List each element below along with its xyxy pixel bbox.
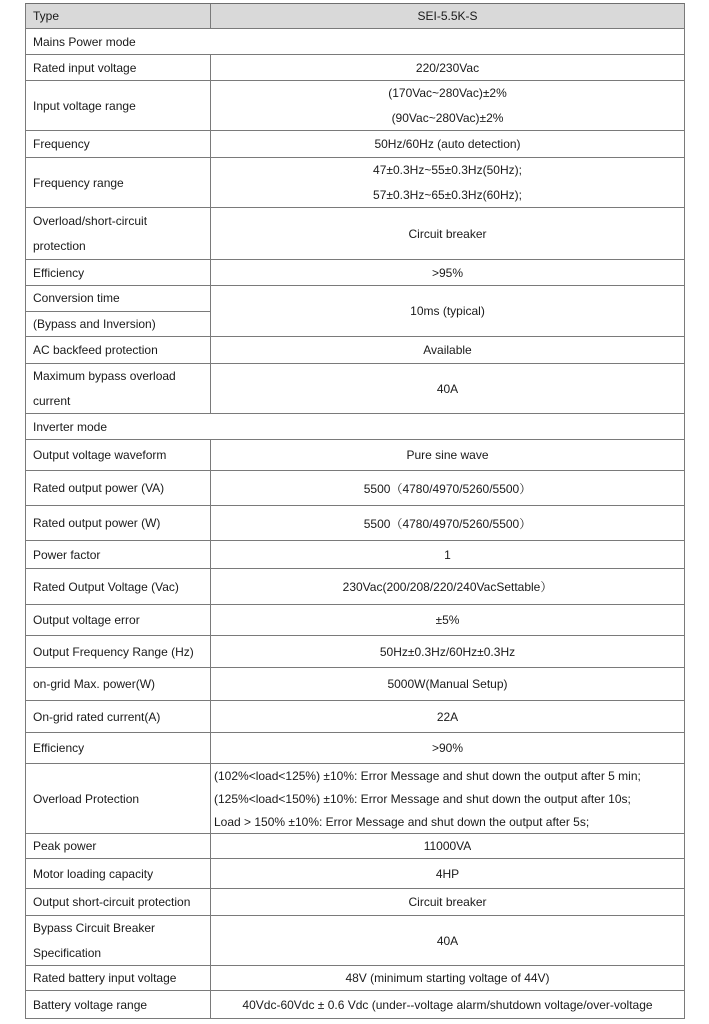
spec-value	[211, 506, 684, 540]
section-title: Mains Power mode	[33, 34, 136, 49]
spec-label-line: Rated Output Voltage (Vac)	[33, 579, 179, 594]
spec-table	[25, 3, 685, 1019]
spec-row	[26, 364, 684, 414]
spec-value-line: 230Vac(200/208/220/240VacSettable）	[342, 580, 553, 594]
spec-label	[26, 569, 211, 604]
spec-value-line: 40A	[436, 933, 459, 948]
spec-label	[26, 158, 211, 207]
spec-label-line: Efficiency	[33, 741, 85, 755]
spec-label-line: Overload/short-circuit	[33, 213, 148, 228]
spec-value	[211, 260, 684, 285]
spec-label	[26, 471, 211, 505]
spec-row	[26, 859, 684, 889]
spec-row	[26, 764, 684, 834]
spec-row	[26, 158, 684, 208]
spec-label	[26, 859, 211, 888]
spec-row	[26, 916, 684, 966]
spec-label-line: On-grid rated current(A)	[33, 709, 161, 724]
spec-label	[26, 81, 211, 130]
spec-row	[26, 966, 684, 991]
spec-label-line: Specification	[33, 945, 102, 960]
section-mains	[26, 29, 684, 55]
spec-value	[211, 834, 684, 858]
spec-label	[26, 131, 211, 157]
spec-value	[211, 81, 684, 130]
spec-value	[211, 668, 684, 700]
spec-label-line: Bypass Circuit Breaker	[33, 921, 156, 936]
spec-value	[211, 158, 684, 207]
spec-label-line: Output voltage error	[33, 613, 140, 627]
spec-row	[26, 55, 684, 81]
spec-row	[26, 733, 684, 764]
spec-value	[211, 916, 684, 965]
spec-row	[26, 440, 684, 471]
spec-value-line: 47±0.3Hz~55±0.3Hz(50Hz);	[373, 163, 522, 178]
header-row	[26, 4, 684, 29]
spec-row	[26, 701, 684, 733]
spec-label	[26, 701, 211, 732]
spec-value-line: 5500（4780/4970/5260/5500）	[363, 481, 532, 496]
spec-label-line: Rated output power (W)	[33, 516, 161, 530]
spec-value	[211, 733, 684, 763]
spec-value-line: Circuit breaker	[408, 895, 487, 909]
spec-row	[26, 569, 684, 605]
header-label: Type	[26, 4, 211, 28]
spec-value-line: Pure sine wave	[406, 448, 489, 462]
spec-label	[26, 966, 211, 990]
spec-label-line: (Bypass and Inversion)	[33, 316, 156, 331]
spec-value-line: Circuit breaker	[408, 226, 487, 241]
spec-label-line: Peak power	[33, 839, 97, 853]
spec-row	[26, 337, 684, 364]
spec-value	[211, 208, 684, 259]
spec-label	[26, 636, 211, 667]
spec-label-line: current	[33, 393, 71, 408]
spec-value	[211, 991, 684, 1018]
spec-label	[26, 260, 211, 285]
spec-label-line: Frequency	[33, 137, 90, 151]
spec-label	[26, 440, 211, 470]
spec-label-line: Input voltage range	[33, 98, 136, 113]
spec-value-line: 48V (minimum starting voltage of 44V)	[345, 971, 550, 985]
spec-label	[26, 55, 211, 80]
spec-value	[211, 337, 684, 363]
spec-label-line: Rated input voltage	[33, 60, 137, 75]
spec-label-line: Motor loading capacity	[33, 866, 154, 881]
spec-value	[211, 364, 684, 413]
spec-value-line: Available	[423, 343, 472, 357]
spec-row	[26, 81, 684, 131]
spec-label-line: Maximum bypass overload	[33, 369, 176, 384]
spec-value-line: >95%	[431, 265, 464, 280]
spec-label	[26, 364, 211, 413]
spec-row	[26, 889, 684, 916]
spec-row	[26, 636, 684, 668]
spec-value-line: (170Vac~280Vac)±2%	[388, 86, 507, 101]
spec-value	[211, 286, 684, 336]
spec-value	[211, 471, 684, 505]
spec-label-line: Output voltage waveform	[33, 448, 167, 462]
spec-label-line: Rated output power (VA)	[33, 481, 165, 495]
spec-label-line: Rated battery input voltage	[33, 971, 177, 985]
spec-value	[211, 966, 684, 990]
spec-value	[211, 889, 684, 915]
spec-label-line: protection	[33, 239, 86, 254]
spec-label-line: Conversion time	[26, 286, 210, 312]
spec-value	[211, 859, 684, 888]
spec-row	[26, 506, 684, 541]
spec-label	[26, 764, 211, 833]
section-inverter	[26, 414, 684, 440]
spec-value-line: 11000VA	[423, 839, 472, 853]
spec-value-line: 1	[444, 547, 451, 562]
spec-row	[26, 260, 684, 286]
spec-value-line: (90Vac~280Vac)±2%	[391, 110, 504, 125]
spec-label-line: Frequency range	[33, 175, 124, 190]
spec-label	[26, 889, 211, 915]
spec-value-line: 50Hz/60Hz (auto detection)	[374, 137, 521, 151]
spec-value-line: (125%<load<150%) ±10%: Error Message and shut down the output after 10s;	[214, 791, 631, 806]
spec-label	[26, 916, 211, 965]
spec-label-line: Output short-circuit protection	[33, 895, 191, 909]
spec-label	[26, 733, 211, 763]
spec-row	[26, 605, 684, 636]
spec-label	[26, 337, 211, 363]
spec-label	[26, 286, 211, 336]
spec-value-line: 57±0.3Hz~65±0.3Hz(60Hz);	[373, 187, 522, 202]
spec-value	[211, 764, 684, 833]
section-title: Inverter mode	[33, 419, 108, 434]
spec-value-line: (102%<load<125%) ±10%: Error Message and shut down the output after 5 min;	[214, 768, 641, 783]
spec-row	[26, 541, 684, 569]
spec-label	[26, 506, 211, 540]
spec-label-line: Overload Protection	[33, 791, 140, 806]
spec-value	[211, 569, 684, 604]
spec-value	[211, 131, 684, 157]
spec-value-line: Load > 150% ±10%: Error Message and shut down the output after 5s;	[214, 814, 590, 829]
spec-value-line: >90%	[431, 741, 464, 755]
spec-value-line: ±5%	[435, 613, 460, 627]
spec-value-line: 40Vdc-60Vdc ± 0.6 Vdc (under--voltage alarm/shutdown voltage/over-voltage	[242, 997, 653, 1012]
spec-row	[26, 991, 684, 1019]
spec-row	[26, 834, 684, 859]
spec-label	[26, 208, 211, 259]
spec-value-line: 50Hz±0.3Hz/60Hz±0.3Hz	[379, 644, 516, 659]
spec-label-line: Output Frequency Range (Hz)	[33, 644, 194, 659]
spec-label	[26, 541, 211, 568]
spec-value	[211, 636, 684, 667]
spec-label	[26, 668, 211, 700]
spec-label	[26, 991, 211, 1018]
spec-value	[211, 701, 684, 732]
spec-value-line: 4HP	[435, 866, 460, 881]
spec-value-line: 22A	[436, 709, 459, 724]
spec-label-line: AC backfeed protection	[33, 343, 158, 357]
spec-value-line: 5000W(Manual Setup)	[387, 677, 508, 691]
spec-row	[26, 668, 684, 701]
spec-value-line: 10ms (typical)	[410, 304, 485, 318]
header-model: SEI-5.5K-S	[417, 9, 478, 23]
spec-value-line: 5500（4780/4970/5260/5500）	[363, 516, 532, 531]
spec-value	[211, 55, 684, 80]
spec-value-line: 220/230Vac	[415, 60, 480, 75]
spec-row	[26, 286, 684, 337]
spec-row	[26, 471, 684, 506]
spec-label	[26, 605, 211, 635]
spec-row	[26, 208, 684, 260]
spec-label-line: Efficiency	[33, 265, 85, 280]
spec-label-line: Battery voltage range	[33, 997, 148, 1012]
spec-label-line: Power factor	[33, 547, 101, 562]
spec-value	[211, 541, 684, 568]
spec-value	[211, 440, 684, 470]
spec-row	[26, 131, 684, 158]
spec-value-line: 40A	[436, 381, 459, 396]
spec-value	[211, 605, 684, 635]
spec-label	[26, 834, 211, 858]
spec-label-line: on-grid Max. power(W)	[33, 677, 156, 691]
